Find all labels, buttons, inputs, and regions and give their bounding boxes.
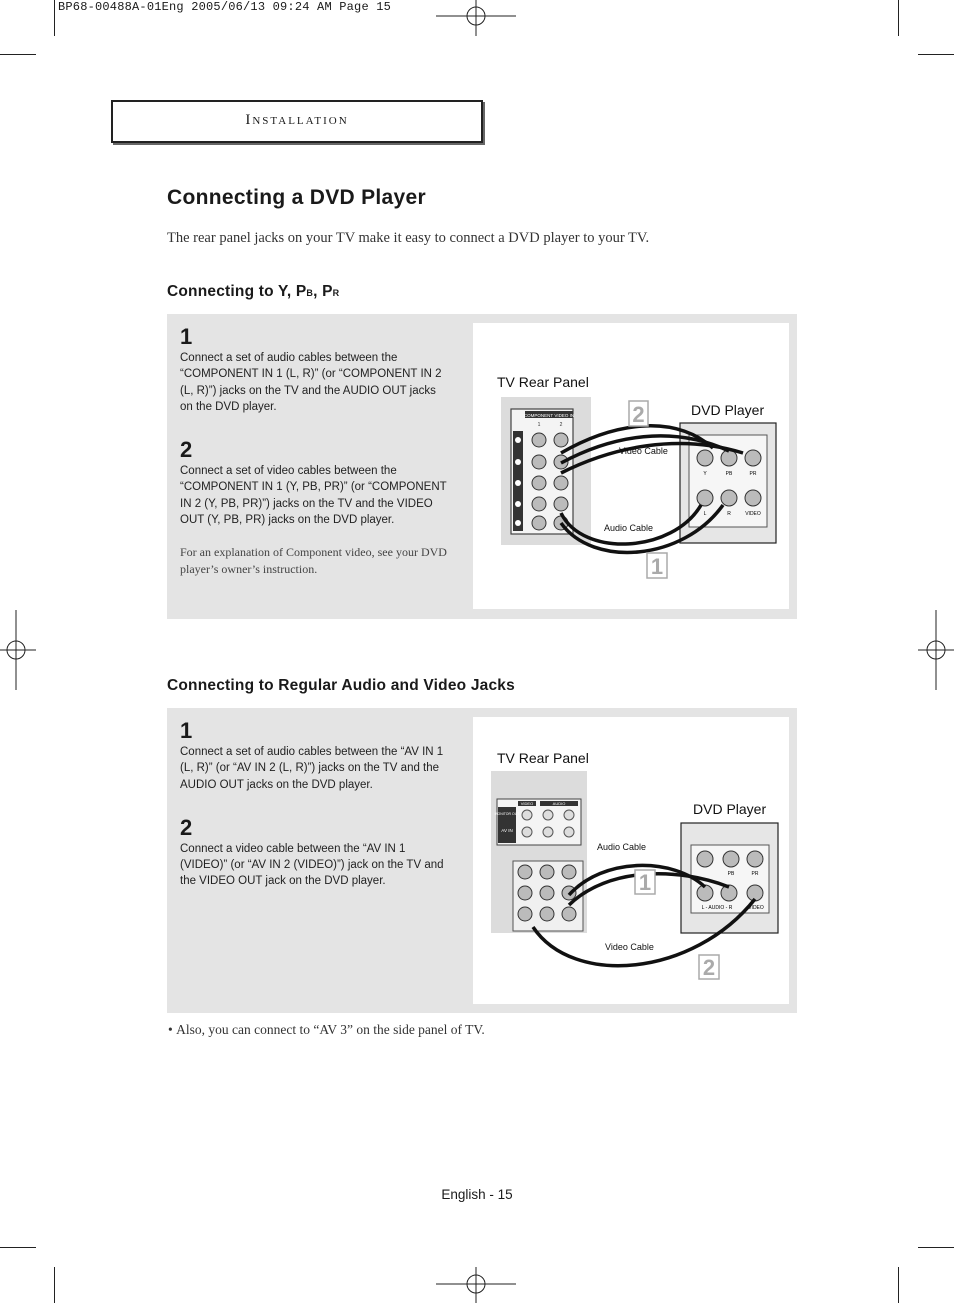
dvd-jack-pr: PR: [751, 871, 759, 877]
video-cable-label: Video Cable: [619, 446, 668, 456]
video-cable-label: Video Cable: [605, 942, 654, 952]
tv-rear-panel-label: TV Rear Panel: [497, 750, 589, 766]
heading-ypbpr-sub-b: B: [306, 288, 314, 298]
bullet-note: [168, 1022, 485, 1038]
badge-step-1-text: 1: [650, 554, 664, 579]
tv-rear-panel-label: TV Rear Panel: [497, 374, 589, 390]
page-title: Connecting a DVD Player: [167, 186, 426, 209]
dvd-jack-video: VIDEO: [748, 905, 764, 911]
registration-mark-right: [918, 610, 954, 690]
tv-monitor-out-label: MONITOR OUT: [494, 812, 520, 816]
step-number: 2: [180, 814, 193, 840]
page-footer: English - 15: [441, 1187, 513, 1202]
audio-cable-label: Audio Cable: [604, 523, 654, 533]
heading-ypbpr: [167, 283, 339, 301]
print-slug: BP68-00488A-01Eng 2005/06/13 09:24 AM Page 15: [58, 0, 392, 14]
heading-regular: Connecting to Regular Audio and Video Jacks: [167, 677, 515, 694]
dvd-jack-audio: L - AUDIO - R: [701, 905, 733, 911]
audio-cable-label: Audio Cable: [597, 842, 647, 852]
dvd-jack-pr: PR: [749, 471, 757, 477]
tv-col-2: 2: [559, 422, 563, 428]
registration-mark-bottom: [436, 1267, 516, 1303]
tv-av-in-label: AV IN: [501, 828, 513, 833]
dvd-jack-l: L: [703, 511, 707, 517]
registration-mark-left: [0, 610, 36, 690]
connection-diagram: [473, 717, 789, 1004]
dvd-player-label: DVD Player: [693, 801, 767, 817]
section-header: [111, 100, 483, 143]
dvd-jack-pb: PB: [725, 471, 733, 477]
regular-panel: [167, 708, 797, 1013]
tv-col-1: 1: [537, 422, 541, 428]
ypbpr-panel: [167, 314, 797, 619]
dvd-jack-y: Y: [703, 471, 707, 477]
ypbpr-diagram: [473, 323, 789, 609]
tv-component-jacks: [518, 865, 576, 921]
heading-ypbpr-text: Connecting to Y, P: [167, 283, 307, 300]
regular-diagram: [473, 717, 789, 1004]
tv-jacks: [513, 431, 568, 531]
ypbpr-steps: [180, 322, 450, 578]
tv-jack-header: COMPONENT VIDEO IN: [523, 413, 575, 418]
tv-audio-label: AUDIO: [552, 801, 566, 806]
heading-ypbpr-sub-r: R: [332, 288, 340, 298]
step-text: Connect a set of audio cables between the “AV IN 1 (L, R)” (or “AV IN 2 (L, R)”) jacks on the TV and the AUDIO OUT jacks on the DVD player.: [180, 746, 444, 791]
badge-step-2-text: 2: [702, 955, 716, 980]
bullet-text: Also, you can connect to “AV 3” on the side panel of TV.: [176, 1022, 485, 1037]
bullet-icon: •: [168, 1022, 177, 1037]
step-text: Connect a set of video cables between the “COMPONENT IN 1 (Y, PB, PR)” (or “COMPONENT IN 2 (Y, PB, PR)”) jacks on the TV and the VIDEO OUT (Y, PB, PR) jacks on the DVD player.: [180, 465, 447, 527]
step-number: 2: [180, 437, 193, 463]
connection-diagram: [473, 323, 789, 609]
step-text: Connect a set of audio cables between the “COMPONENT IN 1 (L, R)” (or “COMPONENT IN 2 (L, R)”) jacks on the TV and the AUDIO OUT jacks on the DVD player.: [180, 352, 442, 413]
heading-ypbpr-mid: , P: [313, 283, 333, 300]
note-text: For an explanation of Component video, see your DVD player’s owner’s instruction.: [180, 545, 447, 577]
intro-text: The rear panel jacks on your TV make it easy to connect a DVD player to your TV.: [167, 230, 650, 246]
section-label: Installation: [245, 112, 349, 128]
step-number: 1: [180, 324, 193, 349]
step-text: Connect a video cable between the “AV IN 1 (VIDEO)” (or “AV IN 2 (VIDEO)”) jack on the TV and the VIDEO OUT jack on the DVD player.: [180, 842, 444, 888]
dvd-jack-r: R: [727, 511, 731, 517]
badge-step-2-text: 2: [632, 402, 645, 427]
regular-steps: [180, 716, 450, 890]
tv-video-label: VIDEO: [520, 801, 534, 806]
badge-step-1-text: 1: [638, 870, 652, 895]
dvd-jack-pb: PB: [727, 871, 735, 877]
dvd-player-label: DVD Player: [691, 402, 765, 418]
registration-mark-top: [436, 0, 516, 36]
dvd-jack-video: VIDEO: [745, 511, 761, 517]
step-number: 1: [180, 718, 193, 743]
